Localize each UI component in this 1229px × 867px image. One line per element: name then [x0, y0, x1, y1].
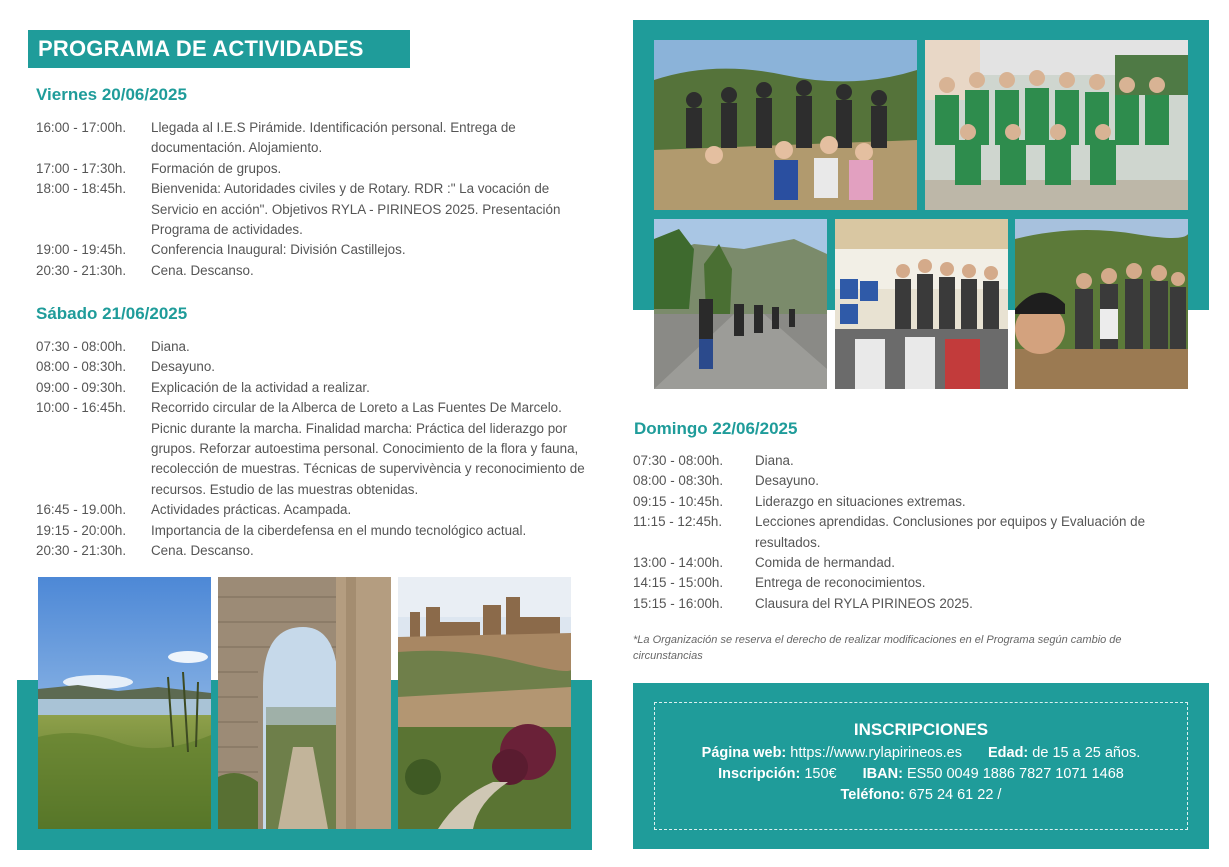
list-item: [36, 541, 598, 561]
item-desc: Diana.: [755, 453, 794, 468]
page-title: PROGRAMA DE ACTIVIDADES: [28, 30, 410, 68]
group-photo-green-shirts: [925, 40, 1188, 210]
photo-road-walk: [654, 219, 827, 389]
item-desc: Entrega de reconocimientos.: [755, 575, 926, 591]
item-desc: Formación de grupos.: [151, 160, 282, 176]
inscripciones-dashed-frame: [654, 702, 1188, 830]
disclaimer-note: *La Organización se reserva el derecho de realizar modificaciones en el Programa según cambio de circunstancias: [633, 634, 1122, 662]
item-time: 13:00 - 14:00h.: [633, 555, 724, 571]
list-item: [633, 573, 1193, 593]
item-desc: Comida de hermandad.: [755, 555, 895, 571]
item-time: 11:15 - 12:45h.: [633, 514, 723, 530]
inscripciones-phone-row: [655, 787, 1187, 803]
web-link[interactable]: https://www.rylapirineos.es: [790, 745, 962, 761]
item-time: 09:00 - 09:30h.: [36, 379, 127, 395]
item-time: 20:30 - 21:30h.: [36, 543, 127, 559]
schedule-domingo: [633, 451, 1193, 614]
stone-arch-photo: [218, 577, 391, 829]
item-time: 08:00 - 08:30h.: [633, 473, 724, 489]
list-item: [633, 471, 1193, 491]
item-time: 07:30 - 08:00h.: [633, 453, 724, 468]
day-heading-viernes: Viernes 20/06/2025: [36, 85, 187, 104]
web-label: Página web:: [701, 745, 787, 761]
item-desc: Bienvenida: Autoridades civiles y de Rotary. RDR :" La vocación de Servicio en acción". Objetivos RYLA - PIRINEOS 2025. Presentación Programa de actividades.: [151, 181, 561, 238]
item-time: 17:00 - 17:30h.: [36, 160, 127, 176]
list-item: [633, 512, 1193, 553]
item-time: 08:00 - 08:30h.: [36, 359, 127, 375]
photo-group-outdoor: [1015, 219, 1188, 389]
item-desc: Recorrido circular de la Alberca de Loreto a Las Fuentes De Marcelo. Picnic durante la marcha. Finalidad marcha: Práctica del liderazgo por grupos. Reforzar autoestima personal. Conocimiento de la flora y fauna, recolección de muestras. Técnicas de supervivència y reconocimiento de recursos. Estudio de las muestras obtenidas.: [151, 400, 585, 497]
item-desc: Importancia de la ciberdefensa en el mundo tecnológico actual.: [151, 522, 527, 538]
list-item: [36, 378, 598, 398]
edad-value: de 15 a 25 años.: [1032, 745, 1141, 761]
item-time: 14:15 - 15:00h.: [633, 575, 724, 591]
lake-photo: [38, 577, 211, 829]
item-time: 18:00 - 18:45h.: [36, 181, 127, 197]
edad-label: Edad:: [987, 745, 1029, 761]
list-item: [633, 553, 1193, 573]
iban-label: IBAN:: [862, 766, 903, 782]
item-time: 19:00 - 19:45h.: [36, 242, 127, 258]
inscripcion-label: Inscripción:: [718, 766, 801, 782]
list-item: [36, 398, 598, 500]
item-desc: Diana.: [151, 339, 190, 354]
item-desc: Desayuno.: [755, 473, 820, 489]
list-item: [36, 521, 598, 541]
inscripcion-value: 150€: [804, 766, 837, 782]
item-desc: Actividades prácticas. Acampada.: [151, 502, 352, 518]
list-item: [36, 500, 598, 520]
inscripciones-price-row: [655, 766, 1187, 782]
item-desc: Lecciones aprendidas. Conclusiones por equipos y Evaluación de resultados.: [755, 514, 1146, 550]
telefono-value: 675 24 61 22 /: [908, 787, 1002, 803]
item-time: 19:15 - 20:00h.: [36, 522, 127, 538]
list-item: [36, 261, 596, 281]
schedule-viernes: [36, 118, 596, 281]
photo-classroom: [835, 219, 1008, 389]
telefono-label: Teléfono:: [840, 787, 905, 803]
item-desc: Clausura del RYLA PIRINEOS 2025.: [755, 595, 973, 611]
item-desc: Desayuno.: [151, 359, 216, 375]
item-desc: Explicación de la actividad a realizar.: [151, 379, 370, 395]
item-time: 16:00 - 17:00h.: [36, 120, 127, 135]
schedule-sabado: [36, 337, 598, 561]
list-item: [36, 179, 596, 240]
item-desc: Cena. Descanso.: [151, 262, 254, 278]
list-item: [633, 594, 1193, 614]
day-heading-sabado: Sábado 21/06/2025: [36, 304, 188, 323]
item-desc: Conferencia Inaugural: División Castillejos.: [151, 242, 406, 258]
list-item: [36, 118, 596, 159]
item-desc: Liderazgo en situaciones extremas.: [755, 493, 966, 509]
item-time: 10:00 - 16:45h.: [36, 400, 127, 416]
list-item: [633, 451, 1193, 471]
inscripciones-box: [633, 683, 1209, 849]
item-desc: Llegada al I.E.S Pirámide. Identificación personal. Entrega de documentación. Alojamiento.: [151, 120, 516, 156]
item-time: 20:30 - 21:30h.: [36, 262, 127, 278]
list-item: [36, 240, 596, 260]
item-time: 16:45 - 19.00h.: [36, 502, 127, 518]
list-item: [633, 492, 1193, 512]
castle-photo: [398, 577, 571, 829]
group-photo-hike: [654, 40, 917, 210]
item-time: 15:15 - 16:00h.: [633, 595, 724, 611]
list-item: [36, 159, 596, 179]
iban-value: ES50 0049 1886 7827 1071 1468: [906, 766, 1124, 782]
item-time: 09:15 - 10:45h.: [633, 493, 724, 509]
list-item: [36, 337, 598, 357]
inscripciones-web-row: [655, 745, 1187, 761]
list-item: [36, 357, 598, 377]
item-desc: Cena. Descanso.: [151, 543, 254, 559]
inscripciones-title: INSCRIPCIONES: [853, 720, 989, 739]
day-heading-domingo: Domingo 22/06/2025: [634, 419, 798, 438]
item-time: 07:30 - 08:00h.: [36, 339, 127, 354]
